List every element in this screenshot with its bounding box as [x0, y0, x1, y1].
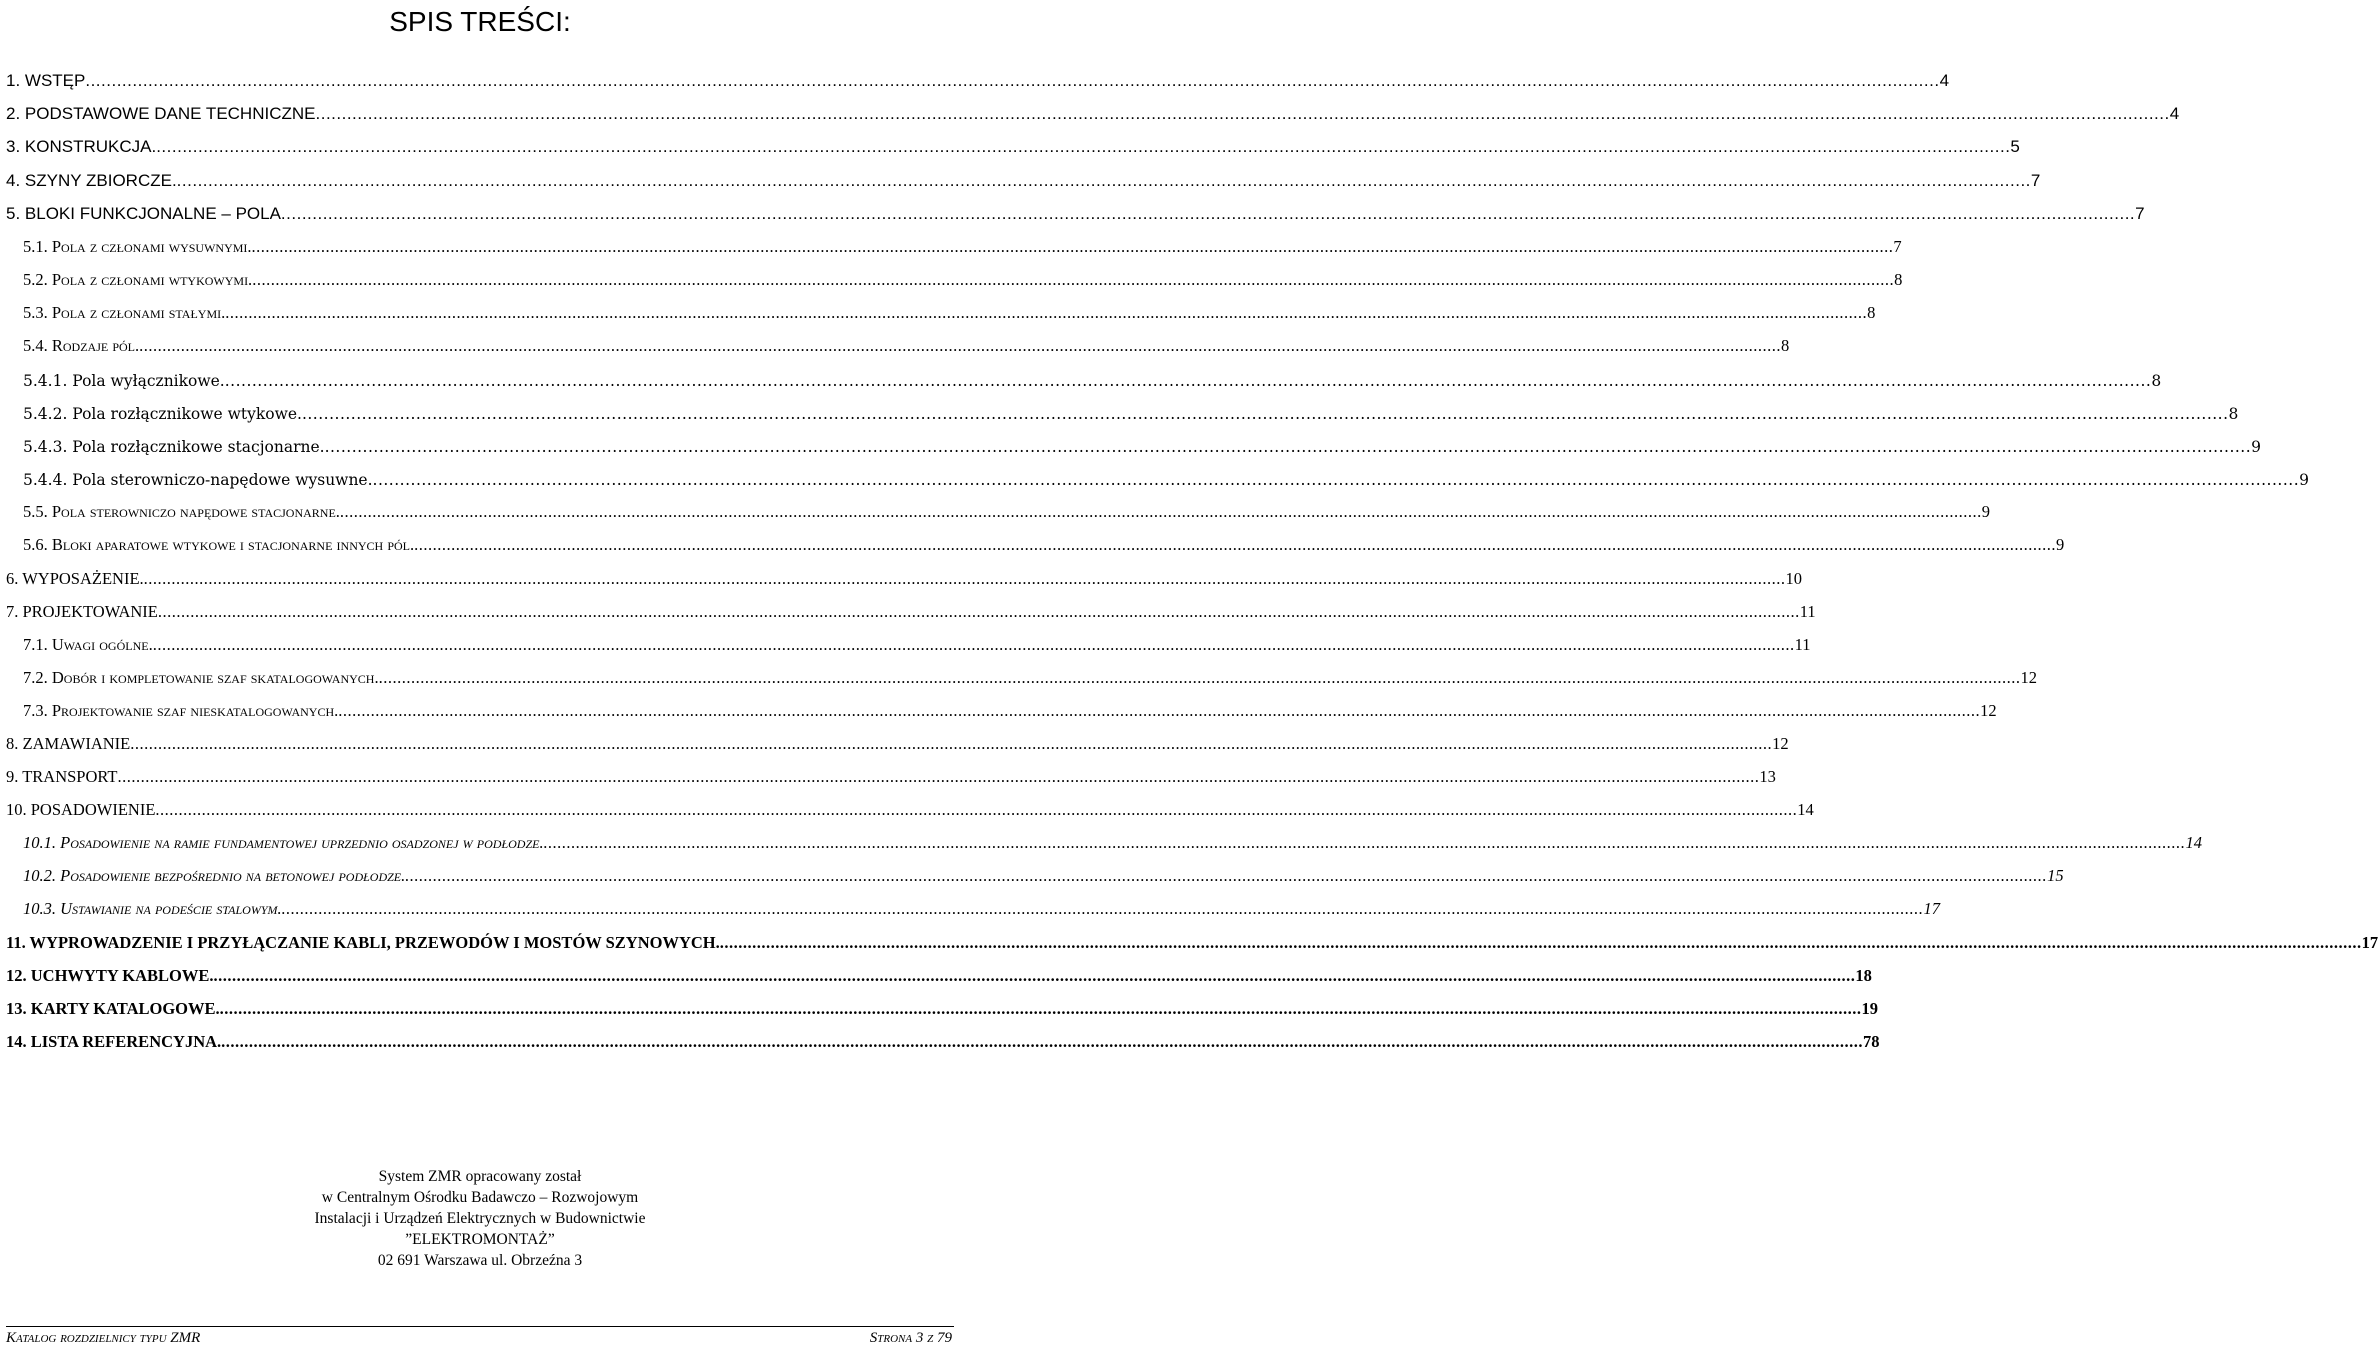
- toc-entry[interactable]: [6, 58, 1950, 91]
- toc-page: 8: [1781, 336, 1790, 355]
- toc-page: 8: [2151, 372, 2162, 390]
- toc-label: 5. BLOKI FUNKCJONALNE – POLA: [6, 204, 281, 223]
- toc-label: 2. PODSTAWOWE DANE TECHNICZNE: [6, 104, 316, 123]
- toc-label: 5.4.4. Pola sterowniczo-napędowe wysuwne.: [23, 471, 373, 489]
- toc-leader: [225, 303, 1867, 323]
- toc-leader: [144, 569, 1786, 589]
- toc-page: 11: [1794, 635, 1811, 654]
- toc-page: 9: [2251, 438, 2262, 456]
- toc-page: 19: [1861, 999, 1879, 1018]
- toc-label: 13. KARTY KATALOGOWE.: [6, 999, 220, 1018]
- toc-page: 8: [2228, 405, 2239, 423]
- toc-page: 14: [2185, 833, 2202, 852]
- toc-leader: [302, 405, 2229, 423]
- toc-entry[interactable]: [23, 655, 2037, 688]
- toc-page: 12: [1772, 734, 1789, 753]
- credit-line: w Centralnym Ośrodku Badawczo – Rozwojowym: [321, 1189, 639, 1206]
- toc-leader: [117, 767, 1759, 787]
- toc-label: 14. LISTA REFERENCYJNA.: [6, 1032, 222, 1051]
- toc-leader: [155, 800, 1797, 820]
- toc-label: 11. WYPROWADZENIE I PRZYŁĄCZANIE KABLI, PRZEWODÓW I MOSTÓW SZYNOWYCH.: [6, 933, 720, 952]
- credit-block: [0, 1166, 960, 1271]
- toc-label: 10.3. Ustawianie na podeście stalowym.: [23, 899, 282, 918]
- credit-line: System ZMR opracowany został: [378, 1168, 582, 1185]
- toc-entry[interactable]: [23, 323, 1790, 356]
- toc-entry[interactable]: [6, 589, 1816, 622]
- toc-leader: [225, 372, 2152, 390]
- toc-entry[interactable]: [6, 986, 1879, 1019]
- toc-leader: [252, 270, 1894, 290]
- toc-entry[interactable]: [23, 357, 2162, 390]
- toc-page: 12: [2020, 668, 2037, 687]
- toc-entry[interactable]: [23, 886, 1941, 919]
- toc-entry[interactable]: [23, 423, 2262, 456]
- toc-leader: [282, 899, 1924, 919]
- footer-page-number: Strona 3 z 79: [869, 1330, 952, 1346]
- toc-label: 8. ZAMAWIANIE: [6, 734, 131, 753]
- toc-label: 5.4. Rodzaje pól.: [23, 336, 140, 355]
- toc-page: 10: [1785, 569, 1803, 588]
- credit-line: 02 691 Warszawa ul. Obrzeźna 3: [377, 1252, 583, 1269]
- toc-entry[interactable]: [23, 688, 1997, 721]
- toc-leader: [379, 668, 2021, 688]
- toc-entry[interactable]: [6, 1019, 1880, 1052]
- toc-leader: [340, 502, 1982, 522]
- toc-page: 13: [1759, 767, 1776, 786]
- toc-label: 7.1. Uwagi ogólne.: [23, 635, 153, 654]
- toc-entry[interactable]: [23, 390, 2239, 423]
- toc-label: 4. SZYNY ZBIORCZE.: [6, 171, 177, 190]
- toc-page: 17: [1923, 899, 1941, 918]
- toc-leader: [405, 866, 2047, 886]
- toc-label: 10.1. Posadowienie na ramie fundamentowej uprzednio osadzonej w podłodze.: [23, 833, 544, 852]
- toc-page: 18: [1855, 966, 1872, 985]
- toc-leader: [158, 602, 1800, 622]
- toc-leader: [177, 171, 2031, 191]
- toc-page: 9: [2299, 471, 2309, 489]
- toc-leader: [220, 999, 1862, 1019]
- toc-page: 4: [2169, 104, 2180, 123]
- toc-leader: [130, 734, 1772, 754]
- credit-line: ”ELEKTROMONTAŻ”: [405, 1231, 555, 1248]
- toc-leader: [316, 104, 2170, 124]
- toc-page: 7: [2030, 171, 2041, 190]
- toc-leader: [214, 966, 1856, 986]
- toc-leader: [338, 701, 1980, 721]
- toc-entry[interactable]: [6, 787, 1814, 820]
- toc-entry[interactable]: [6, 91, 2180, 124]
- toc-entry[interactable]: [23, 257, 1903, 290]
- toc-label: 12. UCHWYTY KABLOWE.: [6, 966, 214, 985]
- toc-leader: [252, 237, 1894, 257]
- toc-label: 1. WSTĘP: [6, 71, 86, 90]
- toc-entry[interactable]: [23, 622, 1811, 655]
- toc-leader: [153, 635, 1795, 655]
- toc-label: 7. PROJEKTOWANIE: [6, 602, 158, 621]
- toc-entry[interactable]: [23, 853, 2064, 886]
- toc-page: 78: [1863, 1032, 1880, 1051]
- toc-entry[interactable]: [23, 290, 1876, 323]
- toc-leader: [221, 1032, 1863, 1052]
- toc-page: 5: [2010, 137, 2020, 156]
- toc-label: 5.6. Bloki aparatowe wtykowe i stacjonarne innych pól.: [23, 535, 415, 554]
- toc-label: 7.3. Projektowanie szaf nieskatalogowanych.: [23, 701, 339, 720]
- toc-entry[interactable]: [6, 754, 1776, 787]
- toc-entry[interactable]: [6, 920, 2378, 953]
- toc-label: 5.1. Pola z członami wysuwnymi.: [23, 237, 252, 256]
- toc-leader: [85, 71, 1939, 91]
- toc-entry[interactable]: [23, 456, 2309, 489]
- toc-label: 7.2. Dobór i kompletowanie szaf skatalogowanych.: [23, 668, 379, 687]
- toc-leader: [373, 471, 2300, 489]
- toc-entry[interactable]: [6, 158, 2041, 191]
- toc-entry[interactable]: [6, 556, 1803, 589]
- toc-page: 17: [2361, 933, 2378, 952]
- toc-entry[interactable]: [23, 224, 1902, 257]
- toc-page: 12: [1980, 701, 1997, 720]
- toc-label: 5.4.2. Pola rozłącznikowe wtykowe.: [23, 405, 302, 423]
- toc-entry[interactable]: [6, 191, 2145, 224]
- page-title: SPIS TREŚCI:: [389, 6, 571, 37]
- toc-entry[interactable]: [23, 820, 2202, 853]
- toc-page: 9: [1981, 502, 1991, 521]
- toc-page: 8: [1894, 270, 1903, 289]
- toc-label: 6. WYPOSAŻENIE.: [6, 569, 144, 588]
- toc-entry[interactable]: [23, 489, 1991, 522]
- toc-label: 10.2. Posadowienie bezpośrednio na betonowej podłodze.: [23, 866, 406, 885]
- toc-leader: [720, 933, 2362, 953]
- toc-page: 4: [1939, 71, 1950, 90]
- toc-leader: [325, 438, 2252, 456]
- toc-label: 5.2. Pola z członami wtykowymi.: [23, 270, 253, 289]
- toc-label: 5.3. Pola z członami stałymi.: [23, 303, 226, 322]
- toc-label: 5.4.1. Pola wyłącznikowe.: [23, 372, 225, 390]
- toc-page: 15: [2047, 866, 2064, 885]
- toc-page: 8: [1867, 303, 1876, 322]
- toc-leader: [544, 833, 2186, 853]
- toc-page: 7: [2135, 204, 2145, 223]
- toc-leader: [281, 204, 2135, 224]
- toc-page: 7: [1893, 237, 1902, 256]
- toc-page: 9: [2056, 535, 2065, 554]
- toc-label: 5.4.3. Pola rozłącznikowe stacjonarne.: [23, 438, 325, 456]
- toc-label: 9. TRANSPORT: [6, 767, 118, 786]
- toc-entry[interactable]: [6, 721, 1789, 754]
- toc-leader: [156, 137, 2010, 157]
- toc-entry[interactable]: [23, 522, 2065, 555]
- toc-entry[interactable]: [6, 124, 2020, 157]
- footer-document-title: Katalog rozdzielnicy typu ZMR: [6, 1330, 201, 1346]
- toc-leader: [139, 336, 1781, 356]
- footer-divider: [6, 1326, 954, 1327]
- toc-page: 11: [1799, 602, 1816, 621]
- toc-label: 5.5. Pola sterowniczo napędowe stacjonarne.: [23, 502, 340, 521]
- toc-label: 3. KONSTRUKCJA.: [6, 137, 157, 156]
- credit-line: Instalacji i Urządzeń Elektrycznych w Budownictwie: [314, 1210, 646, 1227]
- toc-page: 14: [1797, 800, 1814, 819]
- toc-label: 10. POSADOWIENIE: [6, 800, 156, 819]
- toc-entry[interactable]: [6, 953, 1872, 986]
- toc-leader: [414, 535, 2056, 555]
